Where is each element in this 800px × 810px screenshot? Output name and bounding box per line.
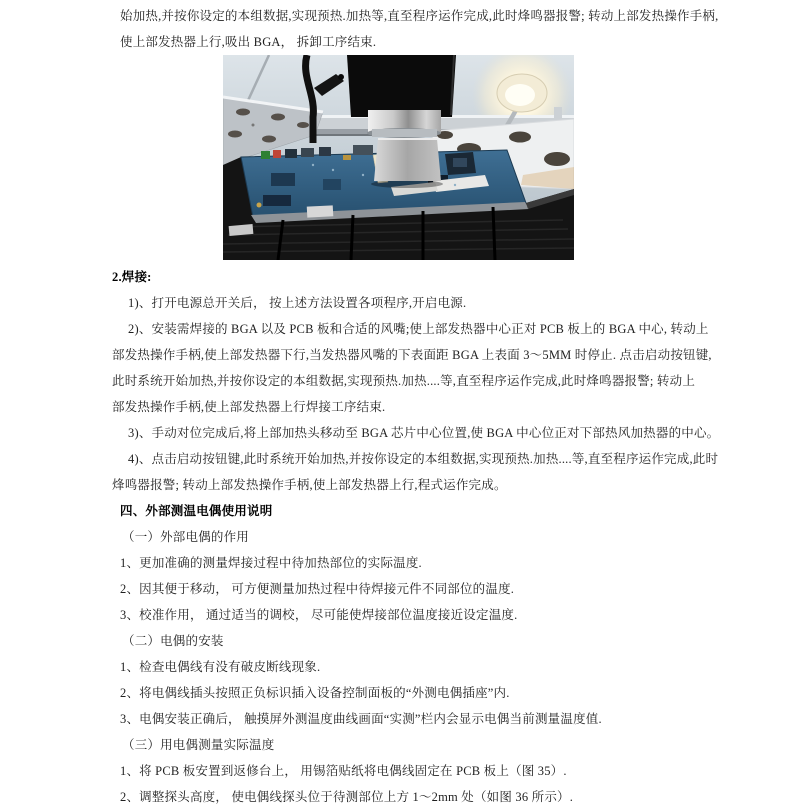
heater-nozzle [367, 110, 443, 188]
list-item: 3)、手动对位完成后,将上部加热头移动至 BGA 芯片中心位置,使 BGA 中心位正对下部热风加热器的中心。 [128, 426, 720, 440]
list-item: 3、电偶安装正确后， 触摸屏外测温度曲线画面“实测”栏内会显示电偶当前测量温度值. [120, 712, 602, 726]
list-item: 1、检查电偶线有没有破皮断线现象. [120, 660, 321, 674]
list-item: 2、将电偶线插头按照正负标识插入设备控制面板的“外测电偶插座”内. [120, 686, 510, 700]
paragraph-line: 烽鸣器报警; 转动上部发热操作手柄,使上部发热器上行,程式运作完成。 [112, 478, 507, 492]
list-item: 1、更加准确的测量焊接过程中待加热部位的实际温度. [120, 556, 422, 570]
paragraph-line: 使上部发热器上行,吸出 BGA， 拆卸工序结束. [120, 35, 377, 49]
subsection-heading: （一）外部电偶的作用 [122, 530, 250, 544]
document-body [112, 3, 800, 810]
equipment-photo [223, 55, 574, 260]
paragraph-line: 部发热操作手柄,使上部发热器下行,当发热器风嘴的下表面距 BGA 上表面 3～5MM 时停止. 点击启动按钮键, [112, 348, 712, 362]
list-item: 2、调整探头高度， 使电偶线探头位于待测部位上方 1～2mm 处（如图 36 所示）. [120, 790, 574, 804]
heating-head [347, 55, 456, 117]
list-item: 1、将 PCB 板安置到返修台上， 用锡箔贴纸将电偶线固定在 PCB 板上（图 35）. [120, 764, 567, 778]
section-heading-welding: 2.焊接: [112, 270, 152, 284]
paragraph-line: 始加热,并按你设定的本组数据,实现预热.加热等,直至程序运作完成,此时烽鸣器报警; 转动上部发热操作手柄, [120, 9, 719, 23]
subsection-heading: （二）电偶的安装 [122, 634, 224, 648]
list-item: 2、因其便于移动， 可方便测量加热过程中待焊接元件不同部位的温度. [120, 582, 515, 596]
section-heading-thermocouple: 四、外部测温电偶使用说明 [120, 504, 273, 518]
paragraph-line: 此时系统开始加热,并按你设定的本组数据,实现预热.加热....等,直至程序运作完成,此时烽鸣器报警; 转动上 [112, 374, 696, 388]
list-item: 3、校准作用， 通过适当的调校， 尽可能使焊接部位温度接近设定温度. [120, 608, 518, 622]
list-item: 4)、点击启动按钮键,此时系统开始加热,并按你设定的本组数据,实现预热.加热....等,直至程序运作完成,此时 [128, 452, 719, 466]
subsection-heading: （三）用电偶测量实际温度 [122, 738, 275, 752]
paragraph-line: 部发热操作手柄,使上部发热器上行焊接工序结束. [112, 400, 386, 414]
list-item: 1)、打开电源总开关后， 按上述方法设置各项程序,开启电源. [128, 296, 467, 310]
list-item: 2)、安装需焊接的 BGA 以及 PCB 板和合适的风嘴;使上部发热器中心正对 PCB 板上的 BGA 中心, 转动上 [128, 322, 709, 336]
